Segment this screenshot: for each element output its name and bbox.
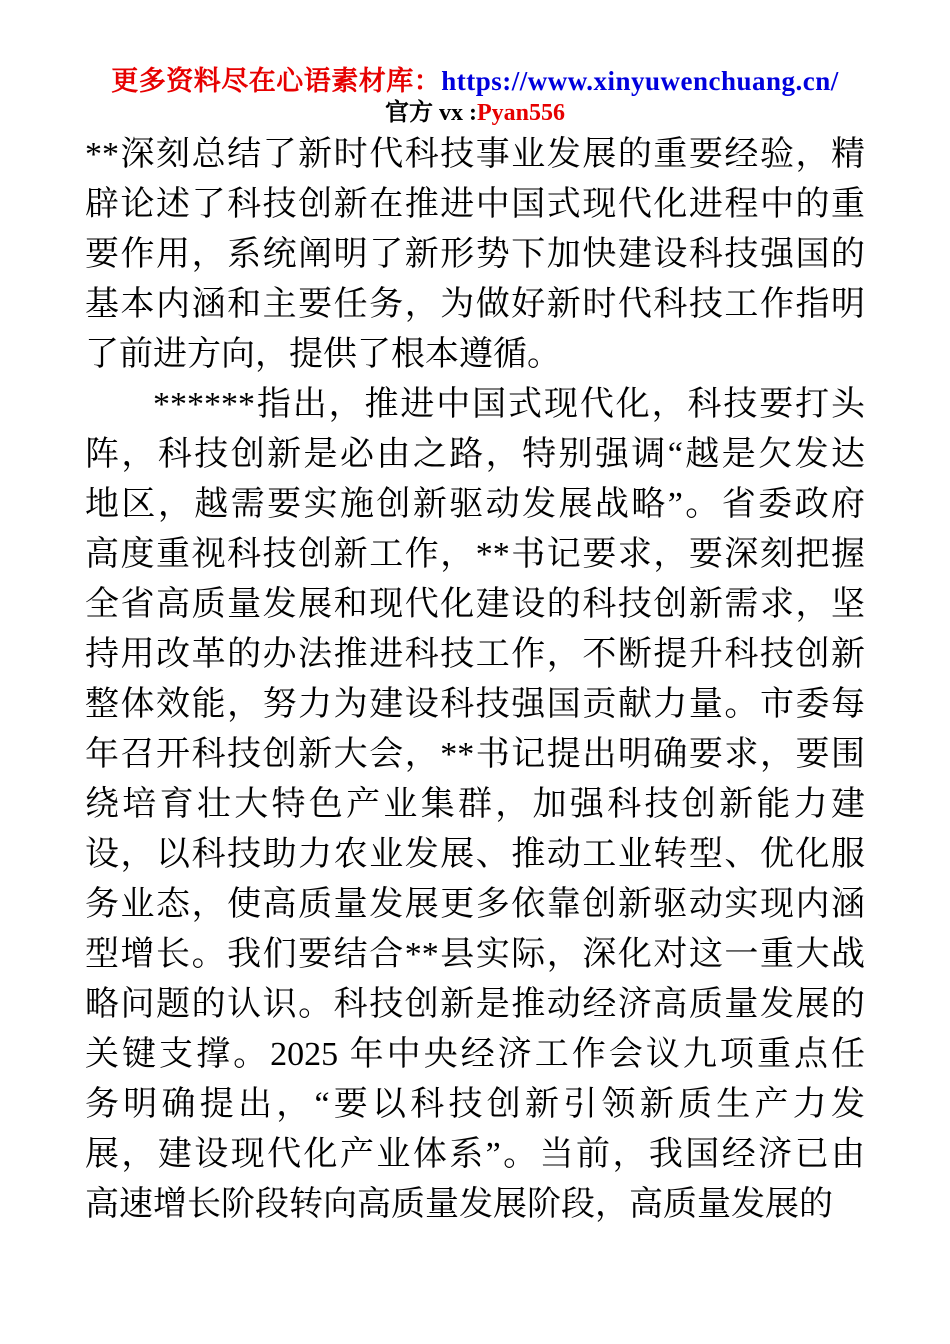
text-line: 持用改革的办法推进科技工作，不断提升科技创新 <box>85 636 865 673</box>
promo-header <box>0 0 950 128</box>
vx-label: 官方 vx : <box>384 100 477 126</box>
text-line: 基本内涵和主要任务，为做好新时代科技工作指明 <box>85 286 865 323</box>
text-line: 务明确提出，“要以科技创新引领新质生产力发 <box>85 1086 865 1123</box>
text-line: 年召开科技创新大会，**书记提出明确要求，要围 <box>85 736 865 773</box>
text-line: 高度重视科技创新工作，**书记要求，要深刻把握 <box>85 536 865 573</box>
site-link[interactable]: https://www.xinyuwenchuang.cn/ <box>441 66 839 96</box>
paragraph-1 <box>85 130 865 380</box>
text-line: 绕培育壮大特色产业集群，加强科技创新能力建 <box>85 786 865 823</box>
promo-header-line1 <box>0 64 950 98</box>
text-line: 辟论述了科技创新在推进中国式现代化进程中的重 <box>85 186 865 223</box>
vx-account: Pyan556 <box>476 100 565 126</box>
promo-label: 更多资料尽在心语素材库： <box>111 66 442 96</box>
text-line: 要作用，系统阐明了新形势下加快建设科技强国的 <box>85 236 865 273</box>
text-line: 设，以科技助力农业发展、推动工业转型、优化服 <box>85 836 865 873</box>
text-line: 全省高质量发展和现代化建设的科技创新需求，坚 <box>85 586 865 623</box>
text-line: 高速增长阶段转向高质量发展阶段，高质量发展的 <box>85 1186 833 1223</box>
text-line: 型增长。我们要结合**县实际，深化对这一重大战 <box>85 936 865 973</box>
text-line: 阵，科技创新是必由之路，特别强调“越是欠发达 <box>85 436 865 473</box>
text-line: 了前进方向，提供了根本遵循。 <box>85 336 561 373</box>
text-line: 地区，越需要实施创新驱动发展战略”。省委政府 <box>85 486 865 523</box>
text-line: 整体效能，努力为建设科技强国贡献力量。市委每 <box>85 686 865 723</box>
paragraph-2 <box>85 380 865 1230</box>
text-line: 展，建设现代化产业体系”。当前，我国经济已由 <box>85 1136 865 1173</box>
text-line: 务业态，使高质量发展更多依靠创新驱动实现内涵 <box>85 886 865 923</box>
text-line: 关键支撑。2025 年中央经济工作会议九项重点任 <box>85 1036 865 1073</box>
text-line: ******指出，推进中国式现代化，科技要打头 <box>153 386 865 423</box>
promo-header-line2 <box>0 98 950 128</box>
document-body <box>0 130 950 1230</box>
text-line: 略问题的认识。科技创新是推动经济高质量发展的 <box>85 986 865 1023</box>
text-line: **深刻总结了新时代科技事业发展的重要经验，精 <box>85 136 865 173</box>
